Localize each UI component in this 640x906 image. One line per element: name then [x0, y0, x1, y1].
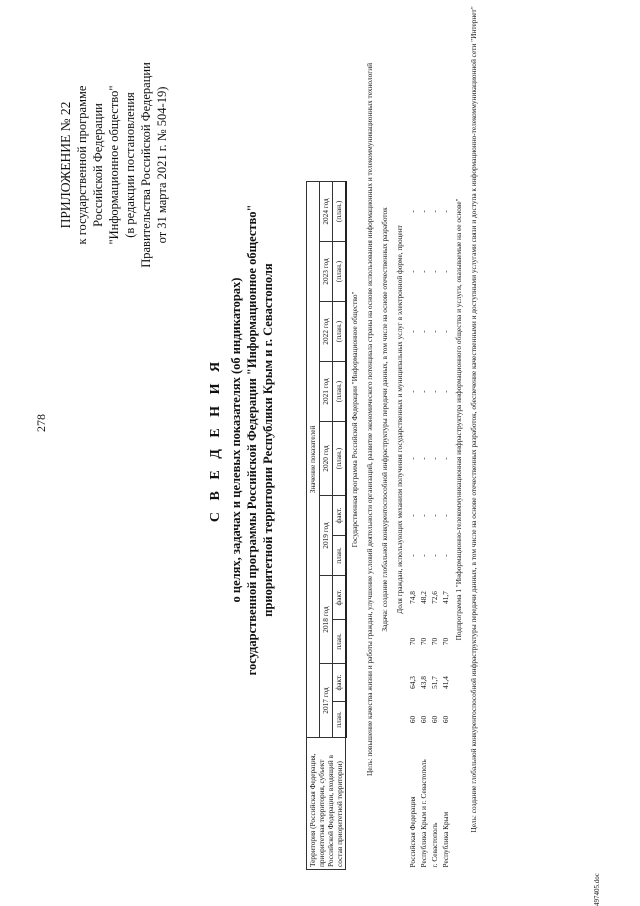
- value-cell: -: [407, 330, 417, 333]
- value-cell: -: [407, 457, 417, 460]
- appendix-line: к государственной программе: [75, 85, 89, 245]
- appendix-line: "Информационное общество": [107, 85, 121, 245]
- header-year: 2017 год: [319, 664, 332, 738]
- territory-name: Республика Крым: [440, 811, 450, 868]
- header-year: 2023 год: [319, 242, 332, 302]
- value-cell: -: [407, 390, 417, 393]
- header-year: 2020 год: [319, 422, 332, 496]
- value-cell: -: [429, 390, 439, 393]
- subprogram-row: Подпрограмма 1 "Информационно-телекоммуникационная инфраструктура информационного общества и услуги, оказываемые на ее основе": [453, 198, 463, 641]
- value-cell: -: [429, 457, 439, 460]
- value-cell: -: [440, 457, 450, 460]
- indicator-row: Доля граждан, использующих механизм получения государственных и муниципальных услуг в электронной форме, процент: [394, 225, 404, 614]
- value-cell: -: [418, 210, 428, 213]
- value-cell: 70: [407, 637, 417, 646]
- value-cell: 41,4: [440, 676, 450, 689]
- value-cell: -: [429, 554, 439, 557]
- value-cell: -: [418, 457, 428, 460]
- value-cell: -: [418, 554, 428, 557]
- value-cell: -: [418, 514, 428, 517]
- header-year: 2019 год: [319, 496, 332, 576]
- header-year: 2021 год: [319, 362, 332, 422]
- appendix-line: Российской Федерации: [91, 103, 105, 227]
- goal-row: Цель: создание глобальной конкурентоспособной инфраструктуры передачи данных, в том числе на основе отечественных разработок, обеспечение качественными и доступными услугами связи и доступа к информационно-телекоммуникационной сети "Интернет": [468, 6, 478, 833]
- header-plan: (план.): [332, 362, 345, 422]
- value-cell: -: [407, 210, 417, 213]
- value-cell: 60: [440, 715, 450, 724]
- header-plan: (план.): [332, 422, 345, 496]
- footer-document-code: 497405.doc: [593, 873, 601, 906]
- territory-name: г. Севастополь: [429, 822, 439, 868]
- value-cell: -: [440, 210, 450, 213]
- value-cell: -: [407, 514, 417, 517]
- appendix-number: ПРИЛОЖЕНИЕ № 22: [58, 101, 73, 229]
- appendix-block: [58, 0, 170, 330]
- header-plan: (план.): [332, 181, 345, 241]
- value-cell: 43,8: [418, 676, 428, 689]
- document-title: [208, 0, 276, 880]
- header-year: 2022 год: [319, 302, 332, 362]
- indicators-table: [306, 0, 481, 870]
- header-fact: факт.: [332, 664, 345, 702]
- value-cell: -: [429, 210, 439, 213]
- table-row: [407, 0, 418, 870]
- program-row: Государственная программа Российской Федерации "Информационное общество": [349, 291, 359, 548]
- document-sheet: [58, 0, 623, 880]
- value-cell: 60: [429, 715, 439, 724]
- header-fact: факт.: [332, 496, 345, 536]
- appendix-line: (в редакции постановления: [123, 92, 137, 238]
- appendix-line: от 31 марта 2021 г. № 504-19): [155, 86, 169, 244]
- value-cell: -: [440, 270, 450, 273]
- value-cell: -: [429, 514, 439, 517]
- territory-name: Российская Федерация: [407, 796, 417, 868]
- value-cell: 70: [440, 637, 450, 646]
- value-cell: -: [440, 514, 450, 517]
- task-row: Задача: создание глобальной конкурентоспособной инфраструктуры передачи данных, в том числе на основе отечественных разработок: [379, 207, 389, 632]
- header-plan: (план.): [332, 242, 345, 302]
- value-cell: 41,7: [440, 591, 450, 604]
- header-plan: (план.): [332, 302, 345, 362]
- value-cell: 60: [418, 715, 428, 724]
- title-line-3: приоритетной территории Республики Крым и г. Севастополя: [261, 263, 275, 617]
- header-year: 2018 год: [319, 576, 332, 664]
- value-cell: 72,6: [429, 591, 439, 604]
- title-main: С В Е Д Е Н И Я: [208, 357, 223, 523]
- page-number: 278: [34, 414, 48, 432]
- value-cell: -: [418, 270, 428, 273]
- value-cell: 60: [407, 715, 417, 724]
- value-cell: 51,7: [429, 676, 439, 689]
- value-cell: 70: [418, 637, 428, 646]
- value-cell: 74,8: [407, 591, 417, 604]
- header-values: Значение показателей: [307, 181, 320, 737]
- value-cell: 64,3: [407, 676, 417, 689]
- value-cell: -: [418, 390, 428, 393]
- value-cell: -: [418, 330, 428, 333]
- value-cell: -: [407, 554, 417, 557]
- header-plan: план.: [332, 702, 345, 738]
- value-cell: -: [440, 390, 450, 393]
- value-cell: -: [440, 554, 450, 557]
- header-year: 2024 год: [319, 181, 332, 241]
- goal-row: Цель: повышение качества жизни и работы граждан, улучшение условий деятельности организаций, развитие экономического потенциала страны на основе использования информационных и телекоммуникационных технологий: [364, 62, 374, 776]
- value-cell: -: [440, 330, 450, 333]
- title-line-2: государственной программы Российской Федерации "Информационное общество": [245, 204, 259, 676]
- value-cell: -: [429, 270, 439, 273]
- table-row: [429, 0, 440, 870]
- table-row: [418, 0, 429, 870]
- territory-name: Республика Крым и г. Севастополь: [418, 759, 428, 868]
- header-fact: факт.: [332, 576, 345, 620]
- table-row: [440, 0, 451, 870]
- appendix-line: Правительства Российской Федерации: [139, 62, 153, 268]
- title-line-1: о целях, задачах и целевых показателях (об индикаторах): [229, 277, 243, 603]
- header-territory: Территория (Российская Федерация, приоритетная территория, субъект Российской Федерации, входящий в состав приоритетной территории): [307, 738, 346, 870]
- header-plan: план.: [332, 536, 345, 576]
- value-cell: -: [407, 270, 417, 273]
- header-plan: план.: [332, 620, 345, 664]
- value-cell: 70: [429, 637, 439, 646]
- value-cell: 48,2: [418, 591, 428, 604]
- value-cell: -: [429, 330, 439, 333]
